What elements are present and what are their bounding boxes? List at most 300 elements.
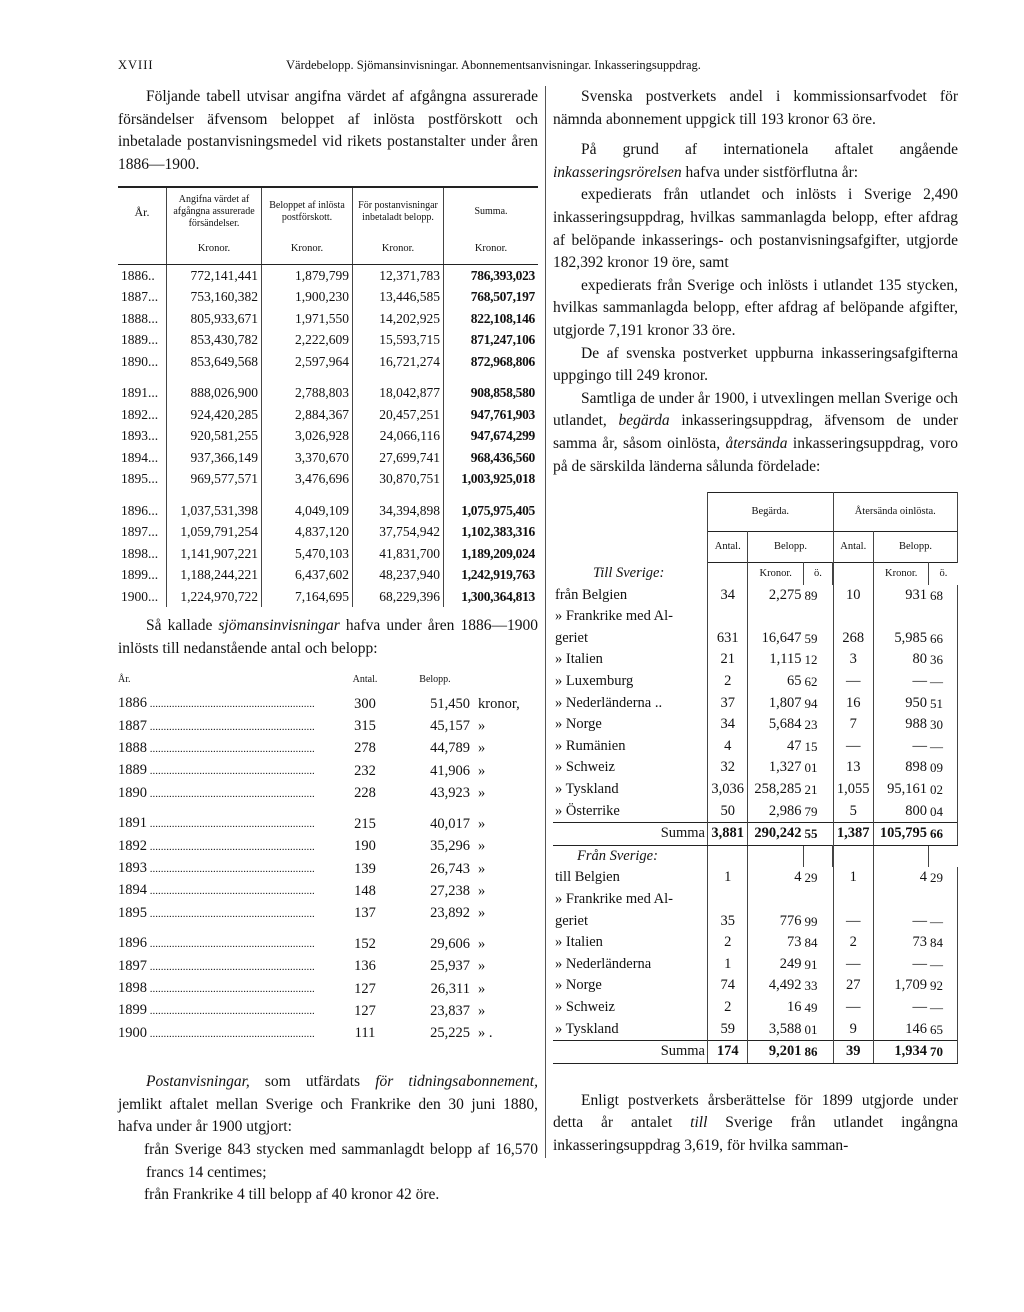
year-label: 1899 ..... <box>118 1002 315 1018</box>
year-cell <box>118 716 330 738</box>
table-row <box>118 490 538 522</box>
year-cell <box>118 1000 330 1022</box>
year-cell: 1894... <box>118 447 167 469</box>
unit-cell: Kronor. <box>262 236 353 264</box>
col-header-amount: Belopp. <box>419 673 451 685</box>
collection-inbound: expedierats från utlandet och inlösts i Sverige 2,490 inkasseringsuppdrag, hvilkas sammanlagda belopp, efter afdrag af belöpande inkasserings- och postanvisningsafgifter, utgjorde 182,392 kronor 19 öre, samt <box>553 186 958 272</box>
amount-cell: 25,937 <box>430 958 470 975</box>
value-cell: — <box>833 911 873 933</box>
value-cell: 37,754,942 <box>353 521 444 543</box>
value-cell: — <box>912 673 927 690</box>
unit-cell: » <box>478 882 486 899</box>
year-cell: 1898... <box>118 543 167 565</box>
value-cell: 853,430,782 <box>167 329 262 351</box>
country-cell: geriet <box>553 911 708 933</box>
table-row <box>118 903 538 925</box>
value-cell: 871,247,106 <box>470 332 535 348</box>
unit-cell: » <box>478 980 486 997</box>
table-row <box>118 447 538 469</box>
unit-cell: » <box>478 815 486 832</box>
value-cell: 3,588 <box>768 1020 802 1037</box>
value-cell: 13 <box>833 757 873 779</box>
value-cell: 1,709 <box>894 977 927 994</box>
country-cell: » Schweiz <box>553 997 708 1019</box>
value-table <box>118 186 538 607</box>
value-cell: 2 <box>833 932 873 954</box>
table-row <box>553 911 958 933</box>
value-table-body <box>118 264 538 607</box>
value-cell: 95,161 <box>887 781 927 798</box>
value-cell: 931 <box>905 586 927 603</box>
value-cell <box>873 606 929 628</box>
value-cell: 99 <box>803 911 833 933</box>
value-cell <box>803 889 833 911</box>
value-cell: 14,202,925 <box>353 308 444 330</box>
left-column <box>118 86 538 1207</box>
value-cell: 1,300,364,813 <box>461 588 535 604</box>
total-cell: 55 <box>803 823 833 846</box>
value-cell: 32 <box>708 757 748 779</box>
value-cell: 15 <box>803 736 833 758</box>
value-cell: 24,066,116 <box>353 425 444 447</box>
value-cell: 4,837,120 <box>262 521 353 543</box>
year-cell: 1890... <box>118 351 167 373</box>
value-cell: 2,597,964 <box>262 351 353 373</box>
unit-cell: kronor, <box>478 695 520 712</box>
value-cell: 924,420,285 <box>167 404 262 426</box>
amount-cell: 35,296 <box>430 838 470 855</box>
country-cell: » Tyskland <box>553 779 708 801</box>
value-cell: 59 <box>803 628 833 650</box>
year-label: 1889 ..... <box>118 762 315 778</box>
value-cell: 29 <box>803 867 833 889</box>
year-label: 1893 ..... <box>118 860 315 876</box>
value-cell: 74 <box>708 975 748 997</box>
table-row <box>118 521 538 543</box>
year-label: 1895 ..... <box>118 905 315 921</box>
amount-cell: 45,157 <box>430 718 470 735</box>
unit-cell: » <box>478 785 486 802</box>
value-cell: 1,900,230 <box>262 286 353 308</box>
unit-cell: » . <box>478 1025 493 1042</box>
value-cell: 9 <box>833 1019 873 1041</box>
value-cell: 49 <box>803 997 833 1019</box>
table-row <box>553 954 958 976</box>
table-row <box>118 329 538 351</box>
from-france-line: från Frankrike 4 till belopp af 40 kronor 42 öre. <box>144 1186 440 1204</box>
value-cell: 21 <box>803 779 833 801</box>
amount-cell: 40,017 <box>430 815 470 832</box>
value-cell: 7,164,695 <box>262 586 353 608</box>
total-cell: 105,795 <box>873 823 929 846</box>
value-cell: 68 <box>929 585 958 607</box>
table-row <box>118 543 538 565</box>
table-row <box>118 738 538 760</box>
value-cell: — <box>912 955 927 972</box>
subscription-paragraph: Postanvisningar, som utfärdats för tidningsabonnement, jemlikt aftalet mellan Sverige och Frankrike den 30 juni 1880, hafva under år 1900 utgjort: <box>118 1073 538 1136</box>
unit-cell: » <box>478 905 486 922</box>
value-cell: 1,879,799 <box>262 264 353 286</box>
value-cell: 13,446,585 <box>353 286 444 308</box>
country-cell: » Tyskland <box>553 1019 708 1041</box>
value-cell: 249 <box>779 955 802 972</box>
value-cell: 268 <box>833 628 873 650</box>
total-cell: 70 <box>929 1041 958 1064</box>
table-row <box>553 779 958 801</box>
value-cell: 898 <box>905 759 927 776</box>
value-cell: 41,831,700 <box>353 543 444 565</box>
year-cell: 1893... <box>118 425 167 447</box>
table-row <box>118 836 538 858</box>
value-cell: 92 <box>929 975 958 997</box>
value-cell: 2 <box>708 997 748 1019</box>
year-cell: 1895... <box>118 468 167 490</box>
value-cell: 89 <box>803 585 833 607</box>
count-cell: 111 <box>354 1025 376 1042</box>
value-cell: — <box>833 736 873 758</box>
value-cell: 258,285 <box>754 781 802 798</box>
table-row <box>553 1019 958 1041</box>
value-cell: 59 <box>708 1019 748 1041</box>
country-cell: » Norge <box>553 714 708 736</box>
value-cell: 02 <box>929 779 958 801</box>
unit-cell: » <box>478 762 486 779</box>
year-label: 1891 ..... <box>118 815 315 831</box>
value-cell: 30 <box>929 714 958 736</box>
unit-cell: Kronor. <box>444 236 539 264</box>
value-cell: 2 <box>708 671 748 693</box>
count-cell: 228 <box>354 785 376 802</box>
value-cell: 1,059,791,254 <box>167 521 262 543</box>
table-row <box>553 997 958 1019</box>
table-row <box>553 628 958 650</box>
value-cell: 73 <box>786 934 802 951</box>
count-cell: 127 <box>354 980 376 997</box>
value-cell: 1,055 <box>833 779 873 801</box>
unit-cell: » <box>478 1002 486 1019</box>
country-cell: » Italien <box>553 932 708 954</box>
commission-paragraph: Svenska postverkets andel i kommissionsarfvodet för nämnda abonnement uppgick till 193 kronor 63 öre. <box>553 88 958 128</box>
value-cell: — <box>833 997 873 1019</box>
value-cell: 23 <box>803 714 833 736</box>
value-cell: 753,160,382 <box>167 286 262 308</box>
table-row <box>553 889 958 911</box>
count-cell: 136 <box>354 958 376 975</box>
col-header-money-orders: För postanvisningar inbetaladt belopp. <box>353 187 444 236</box>
table-row <box>553 757 958 779</box>
value-cell: 34,394,898 <box>353 490 444 522</box>
value-cell: 908,858,580 <box>470 385 535 401</box>
count-cell: 278 <box>354 740 376 757</box>
column-divider <box>545 86 546 1158</box>
value-cell: — <box>929 911 958 933</box>
section-label: Från Sverige: <box>553 845 708 867</box>
value-cell: 3,370,670 <box>262 447 353 469</box>
value-cell: 1,188,244,221 <box>167 564 262 586</box>
value-cell <box>929 606 958 628</box>
col-header-insured: Angifna värdet af afgångna assurerade försändelser. <box>167 187 262 236</box>
table-row <box>118 264 538 286</box>
total-cell: 3,881 <box>708 823 748 846</box>
running-title: Värdebelopp. Sjömansinvisningar. Abonnementsanvisningar. Inkasseringsuppdrag. <box>286 58 701 72</box>
table-row <box>118 978 538 1000</box>
country-cell: » Frankrike med Al- <box>553 606 708 628</box>
total-row <box>553 1041 958 1064</box>
total-cell: 66 <box>929 823 958 846</box>
value-cell: 888,026,900 <box>167 372 262 404</box>
section-to-sweden: Till Sverige: <box>553 563 708 585</box>
value-cell: 2,222,609 <box>262 329 353 351</box>
value-cell: 1,115 <box>769 651 802 668</box>
count-cell: 300 <box>354 695 376 712</box>
table-row <box>553 649 958 671</box>
value-cell: 21 <box>708 649 748 671</box>
value-cell: 84 <box>803 932 833 954</box>
table-row <box>118 404 538 426</box>
table-row <box>118 956 538 978</box>
country-cell: geriet <box>553 628 708 650</box>
col-header-year: År. <box>118 187 167 236</box>
country-cell: » Frankrike med Al- <box>553 889 708 911</box>
country-cell: » Norge <box>553 975 708 997</box>
table-row <box>553 801 958 823</box>
collection-intro: På grund af internationela aftalet angående inkasseringsrörelsen hafva under sistförflutna år: <box>553 141 958 181</box>
value-cell: 988 <box>905 716 927 733</box>
year-label: 1894 ..... <box>118 882 315 898</box>
table-row <box>118 1023 538 1045</box>
table-row <box>118 760 538 782</box>
amount-cell: 44,789 <box>430 740 470 757</box>
table-row <box>118 783 538 805</box>
value-cell: 68,229,396 <box>353 586 444 608</box>
value-cell: — <box>929 671 958 693</box>
year-cell: 1897... <box>118 521 167 543</box>
value-cell: 1,075,975,405 <box>461 502 535 518</box>
unit-cell: ö. <box>803 563 833 585</box>
table-row <box>118 351 538 373</box>
value-cell: 79 <box>803 801 833 823</box>
value-cell: 7 <box>833 714 873 736</box>
table-row <box>118 1000 538 1022</box>
unit-cell: Kronor. <box>353 236 444 264</box>
unit-cell: » <box>478 718 486 735</box>
value-cell: 34 <box>708 714 748 736</box>
country-cell: » Luxemburg <box>553 671 708 693</box>
year-label: 1888 ..... <box>118 740 315 756</box>
country-cell: till Belgien <box>553 867 708 889</box>
value-cell: 1,242,919,763 <box>461 567 535 583</box>
value-cell: 1,037,531,398 <box>167 490 262 522</box>
unit-cell: » <box>478 958 486 975</box>
unit-cell: » <box>478 935 486 952</box>
value-cell: 968,436,560 <box>470 449 535 465</box>
year-cell <box>118 760 330 782</box>
value-cell: 10 <box>833 585 873 607</box>
year-cell <box>118 783 330 805</box>
value-cell: 27 <box>833 975 873 997</box>
value-cell: 47 <box>786 737 802 754</box>
value-cell: — <box>929 736 958 758</box>
amount-cell: 23,837 <box>430 1002 470 1019</box>
table-row <box>118 425 538 447</box>
value-cell <box>833 606 873 628</box>
year-label: 1900 ..... <box>118 1025 315 1041</box>
unit-cell: Kronor. <box>748 563 804 585</box>
value-cell: 09 <box>929 757 958 779</box>
value-cell: 1 <box>833 867 873 889</box>
table-row <box>553 585 958 607</box>
year-cell <box>118 738 330 760</box>
year-label: 1896 ..... <box>118 935 315 951</box>
value-cell <box>748 889 804 911</box>
table-row <box>553 736 958 758</box>
value-cell <box>833 889 873 911</box>
value-cell: 853,649,568 <box>167 351 262 373</box>
country-cell: » Schweiz <box>553 757 708 779</box>
right-column <box>553 86 958 1158</box>
value-cell: 872,968,806 <box>470 353 535 369</box>
value-cell: 5,684 <box>768 716 802 733</box>
value-cell: 822,108,146 <box>470 310 535 326</box>
amount-cell: 23,892 <box>430 905 470 922</box>
count-cell: 127 <box>354 1002 376 1019</box>
value-cell: 1,102,383,316 <box>461 524 535 540</box>
value-cell: 2,986 <box>768 802 802 819</box>
value-cell: 969,577,571 <box>167 468 262 490</box>
value-cell: 62 <box>803 671 833 693</box>
value-cell: 84 <box>929 932 958 954</box>
value-cell: — <box>912 998 927 1015</box>
value-cell: 4 <box>794 869 802 886</box>
value-cell: 1,807 <box>768 694 802 711</box>
value-cell: 950 <box>905 694 927 711</box>
sub-header-count: Antal. <box>708 532 748 563</box>
table-row <box>118 693 538 715</box>
amount-cell: 26,743 <box>430 860 470 877</box>
year-cell: 1892... <box>118 404 167 426</box>
collection-distribution: Samtliga de under år 1900, i utvexlingen mellan Sverige och utlandet, begärda inkasseringsuppdrag, äfvensom de under samma år, såsom oinlösta, återsända inkasseringsuppdrag, voro på de särskilda länderna sålunda fördelade: <box>553 389 958 475</box>
year-cell <box>118 903 330 925</box>
country-cell: från Belgien <box>553 585 708 607</box>
table-row <box>553 606 958 628</box>
value-cell: 3,026,928 <box>262 425 353 447</box>
value-cell <box>748 606 804 628</box>
sub-header-amount: Belopp. <box>748 532 833 563</box>
unit-cell: » <box>478 860 486 877</box>
year-label: 1898 ..... <box>118 980 315 996</box>
value-cell: 4,049,109 <box>262 490 353 522</box>
value-cell: 5 <box>833 801 873 823</box>
year-cell: 1896... <box>118 490 167 522</box>
year-label: 1886 ..... <box>118 695 315 711</box>
total-cell: 1,934 <box>873 1041 929 1064</box>
value-cell: 66 <box>929 628 958 650</box>
value-cell: — <box>912 912 927 929</box>
value-cell: 01 <box>803 757 833 779</box>
value-cell: 2,788,803 <box>262 372 353 404</box>
year-cell: 1889... <box>118 329 167 351</box>
value-cell: 37 <box>708 693 748 715</box>
value-cell: 2,884,367 <box>262 404 353 426</box>
value-cell: 631 <box>708 628 748 650</box>
value-cell: 16,647 <box>761 629 802 646</box>
section-row <box>553 845 958 867</box>
total-cell: 86 <box>803 1041 833 1064</box>
unit-cell: ö. <box>929 563 958 585</box>
table-row <box>118 880 538 902</box>
value-cell <box>708 606 748 628</box>
seamen-table-body <box>118 693 538 1045</box>
value-cell: 91 <box>803 954 833 976</box>
value-cell: — <box>929 997 958 1019</box>
table-row <box>118 716 538 738</box>
seamen-paragraph: Så kallade sjömansinvisningar hafva under åren 1886—1900 inlösts till nedanstående antal och belopp: <box>118 617 538 657</box>
year-cell <box>118 956 330 978</box>
value-cell: 51 <box>929 693 958 715</box>
value-cell: 768,507,197 <box>470 289 535 305</box>
year-cell <box>118 925 330 955</box>
amount-cell: 27,238 <box>430 882 470 899</box>
total-label: Summa <box>553 1041 708 1064</box>
year-cell <box>118 978 330 1000</box>
value-cell: 776 <box>779 912 802 929</box>
country-table-body <box>553 585 958 1064</box>
value-cell: 20,457,251 <box>353 404 444 426</box>
year-label: 1897 ..... <box>118 958 315 974</box>
value-cell: 5,985 <box>894 629 927 646</box>
value-cell: 1,224,970,722 <box>167 586 262 608</box>
year-cell: 1891... <box>118 372 167 404</box>
value-cell: — <box>833 954 873 976</box>
group-header-returned: Återsända oinlösta. <box>833 493 957 532</box>
year-cell: 1900... <box>118 586 167 608</box>
value-cell: 786,393,023 <box>470 267 535 283</box>
table-row <box>553 693 958 715</box>
value-cell: 15,593,715 <box>353 329 444 351</box>
table-row <box>118 564 538 586</box>
value-cell: 1,141,907,221 <box>167 543 262 565</box>
value-cell: 4 <box>708 736 748 758</box>
table-row <box>553 714 958 736</box>
country-cell: » Rumänien <box>553 736 708 758</box>
sub-header-count: Antal. <box>833 532 873 563</box>
value-cell: 30,870,751 <box>353 468 444 490</box>
value-cell: 01 <box>803 1019 833 1041</box>
value-cell: — <box>833 671 873 693</box>
collection-fees: De af svenska postverket uppburna inkasseringsafgifterna uppgingo till 249 kronor. <box>553 344 958 385</box>
value-cell: 65 <box>786 673 802 690</box>
value-cell: 805,933,671 <box>167 308 262 330</box>
value-cell: 27,699,741 <box>353 447 444 469</box>
col-header-year: År. <box>118 673 131 685</box>
value-cell: 6,437,602 <box>262 564 353 586</box>
year-cell <box>118 836 330 858</box>
value-cell: 4 <box>919 869 927 886</box>
unit-cell: Kronor. <box>873 563 929 585</box>
value-cell: 3,036 <box>708 779 748 801</box>
sub-header-amount: Belopp. <box>873 532 957 563</box>
count-cell: 152 <box>354 935 376 952</box>
table-row <box>118 586 538 608</box>
value-cell: 947,674,299 <box>470 428 535 444</box>
value-cell <box>873 889 929 911</box>
year-label: 1892 ..... <box>118 838 315 854</box>
value-cell: 3,476,696 <box>262 468 353 490</box>
col-header-count: Antal. <box>352 673 378 685</box>
value-cell: 1,189,209,024 <box>461 545 535 561</box>
value-cell: 5,470,103 <box>262 543 353 565</box>
value-cell: 73 <box>912 934 927 951</box>
